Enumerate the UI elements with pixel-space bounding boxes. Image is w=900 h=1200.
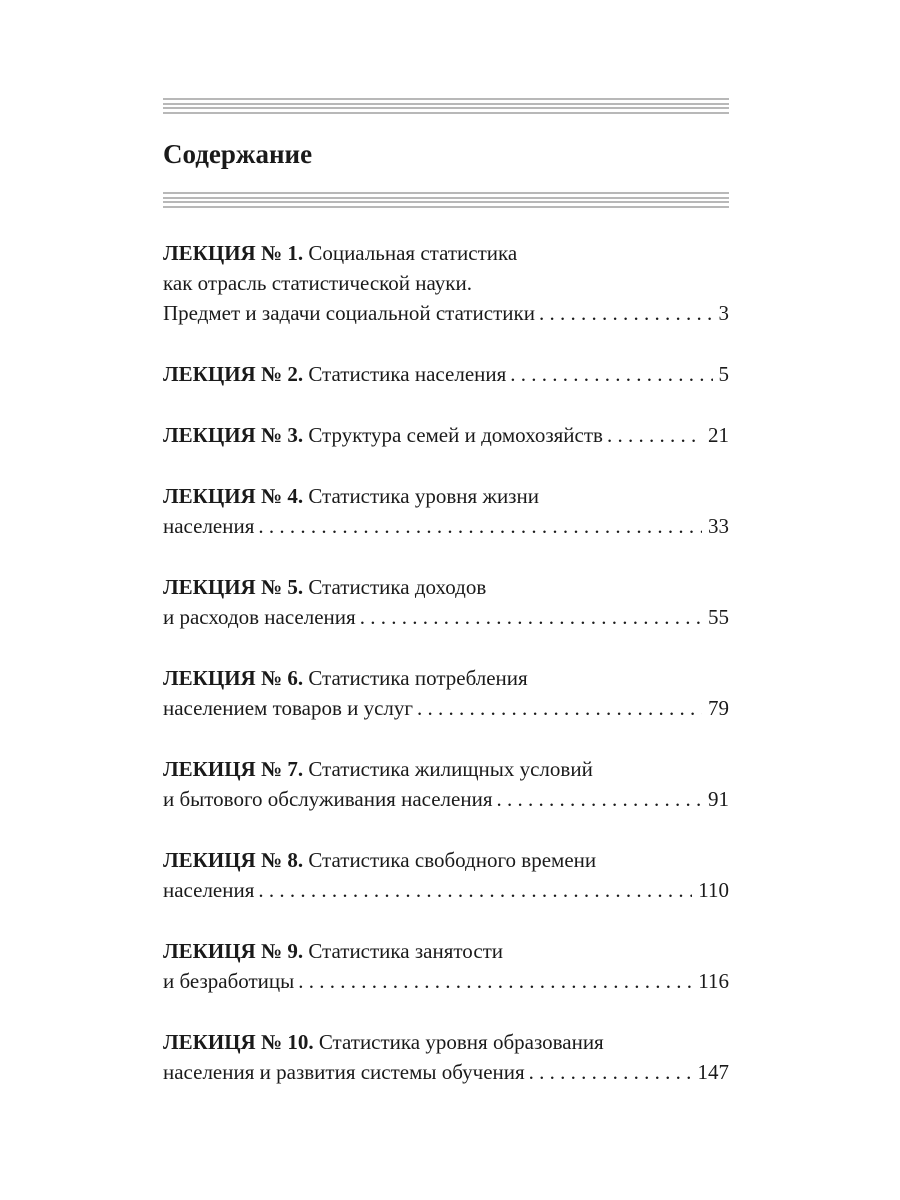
toc-entry[interactable] bbox=[163, 845, 729, 905]
page-number: 33 bbox=[708, 514, 729, 538]
toc-entry[interactable] bbox=[163, 238, 729, 328]
lecture-number: ЛЕКЦИЯ № 4. bbox=[163, 484, 304, 508]
dot-leader bbox=[360, 602, 702, 632]
toc-entry-last-line bbox=[163, 602, 729, 632]
top-rule bbox=[163, 98, 729, 114]
table-of-contents bbox=[163, 238, 729, 1087]
toc-entry-line bbox=[163, 936, 729, 966]
toc-entry-last-line bbox=[163, 359, 729, 389]
lecture-title-line: Статистика населения bbox=[308, 362, 507, 386]
toc-entry-text bbox=[163, 241, 517, 265]
toc-entry-text bbox=[163, 784, 493, 814]
toc-entry-line bbox=[163, 845, 729, 875]
dot-leader bbox=[258, 875, 692, 905]
toc-entry-text bbox=[163, 875, 254, 905]
toc-entry[interactable] bbox=[163, 936, 729, 996]
toc-entry-text bbox=[163, 298, 535, 328]
toc-entry-last-line bbox=[163, 693, 729, 723]
page-title: Содержание bbox=[163, 139, 313, 169]
dot-leader bbox=[258, 511, 702, 541]
toc-entry[interactable] bbox=[163, 481, 729, 541]
lecture-title-line: Статистика жилищных условий bbox=[308, 757, 593, 781]
lecture-title-line: Статистика потребления bbox=[308, 666, 528, 690]
toc-entry-text bbox=[163, 602, 356, 632]
toc-entry-line bbox=[163, 481, 729, 511]
lecture-title-line: населения bbox=[163, 878, 255, 902]
page-number: 21 bbox=[708, 423, 729, 447]
toc-entry-text bbox=[163, 693, 413, 723]
toc-entry-last-line bbox=[163, 875, 729, 905]
lecture-number: ЛЕКЦИЯ № 3. bbox=[163, 423, 304, 447]
dot-leader bbox=[529, 1057, 692, 1087]
toc-entry-line bbox=[163, 1027, 729, 1057]
lecture-title-line: как отрасль статистической науки. bbox=[163, 271, 472, 295]
lecture-title-line: Статистика свободного времени bbox=[308, 848, 597, 872]
toc-entry-text bbox=[163, 511, 254, 541]
toc-entry-text bbox=[163, 271, 472, 295]
toc-entry-line bbox=[163, 663, 729, 693]
toc-entry-last-line bbox=[163, 784, 729, 814]
page-number: 110 bbox=[698, 878, 729, 902]
lecture-number: ЛЕКЦИЯ № 6. bbox=[163, 666, 304, 690]
lecture-title-line: Социальная статистика bbox=[308, 241, 518, 265]
toc-entry[interactable] bbox=[163, 572, 729, 632]
toc-entry-line bbox=[163, 754, 729, 784]
dot-leader bbox=[298, 966, 692, 996]
toc-entry-text bbox=[163, 420, 603, 450]
toc-entry-last-line bbox=[163, 1057, 729, 1087]
lecture-number: ЛЕКИЦЯ № 10. bbox=[163, 1030, 314, 1054]
heading-rule bbox=[163, 192, 729, 208]
lecture-title-line: Структура семей и домохозяйств bbox=[308, 423, 603, 447]
toc-entry[interactable] bbox=[163, 663, 729, 723]
lecture-title-line: Статистика занятости bbox=[308, 939, 504, 963]
toc-entry[interactable] bbox=[163, 1027, 729, 1087]
toc-entry[interactable] bbox=[163, 359, 729, 389]
toc-entry-line bbox=[163, 238, 729, 268]
page-number: 79 bbox=[708, 696, 729, 720]
toc-entry-text bbox=[163, 848, 596, 872]
page-number: 5 bbox=[718, 362, 729, 386]
dot-leader bbox=[510, 359, 712, 389]
dot-leader bbox=[539, 298, 713, 328]
toc-entry-line bbox=[163, 268, 729, 298]
toc-entry-text bbox=[163, 666, 528, 690]
toc-entry-last-line bbox=[163, 298, 729, 328]
lecture-title-line: населением товаров и услуг bbox=[163, 696, 414, 720]
page-number: 91 bbox=[708, 787, 729, 811]
lecture-title-line: Статистика доходов bbox=[308, 575, 487, 599]
toc-page bbox=[163, 98, 729, 1118]
lecture-number: ЛЕКИЦЯ № 9. bbox=[163, 939, 304, 963]
page-number: 147 bbox=[697, 1060, 729, 1084]
page-number: 55 bbox=[708, 605, 729, 629]
toc-entry-last-line bbox=[163, 420, 729, 450]
toc-entry-last-line bbox=[163, 511, 729, 541]
toc-entry-text bbox=[163, 359, 506, 389]
toc-entry[interactable] bbox=[163, 754, 729, 814]
dot-leader bbox=[497, 784, 703, 814]
lecture-title-line: и бытового обслуживания населения bbox=[163, 787, 493, 811]
dot-leader bbox=[417, 693, 702, 723]
lecture-title-line: и безработицы bbox=[163, 969, 295, 993]
toc-entry-line bbox=[163, 572, 729, 602]
lecture-title-line: и расходов населения bbox=[163, 605, 356, 629]
lecture-number: ЛЕКЦИЯ № 5. bbox=[163, 575, 304, 599]
page-number: 116 bbox=[698, 969, 729, 993]
lecture-title-line: населения и развития системы обучения bbox=[163, 1060, 525, 1084]
dot-leader bbox=[607, 420, 702, 450]
toc-entry-last-line bbox=[163, 966, 729, 996]
lecture-number: ЛЕКИЦЯ № 8. bbox=[163, 848, 304, 872]
toc-entry[interactable] bbox=[163, 420, 729, 450]
lecture-title-line: Предмет и задачи социальной статистики bbox=[163, 301, 535, 325]
lecture-number: ЛЕКИЦЯ № 7. bbox=[163, 757, 304, 781]
lecture-number: ЛЕКЦИЯ № 2. bbox=[163, 362, 304, 386]
toc-entry-text bbox=[163, 966, 294, 996]
toc-entry-text bbox=[163, 575, 486, 599]
lecture-number: ЛЕКЦИЯ № 1. bbox=[163, 241, 304, 265]
toc-entry-text bbox=[163, 484, 539, 508]
lecture-title-line: Статистика уровня жизни bbox=[308, 484, 539, 508]
toc-entry-text bbox=[163, 939, 503, 963]
lecture-title-line: населения bbox=[163, 514, 255, 538]
page-number: 3 bbox=[718, 301, 729, 325]
toc-entry-text bbox=[163, 757, 593, 781]
toc-entry-text bbox=[163, 1057, 525, 1087]
toc-entry-text bbox=[163, 1030, 604, 1054]
lecture-title-line: Статистика уровня образования bbox=[318, 1030, 604, 1054]
